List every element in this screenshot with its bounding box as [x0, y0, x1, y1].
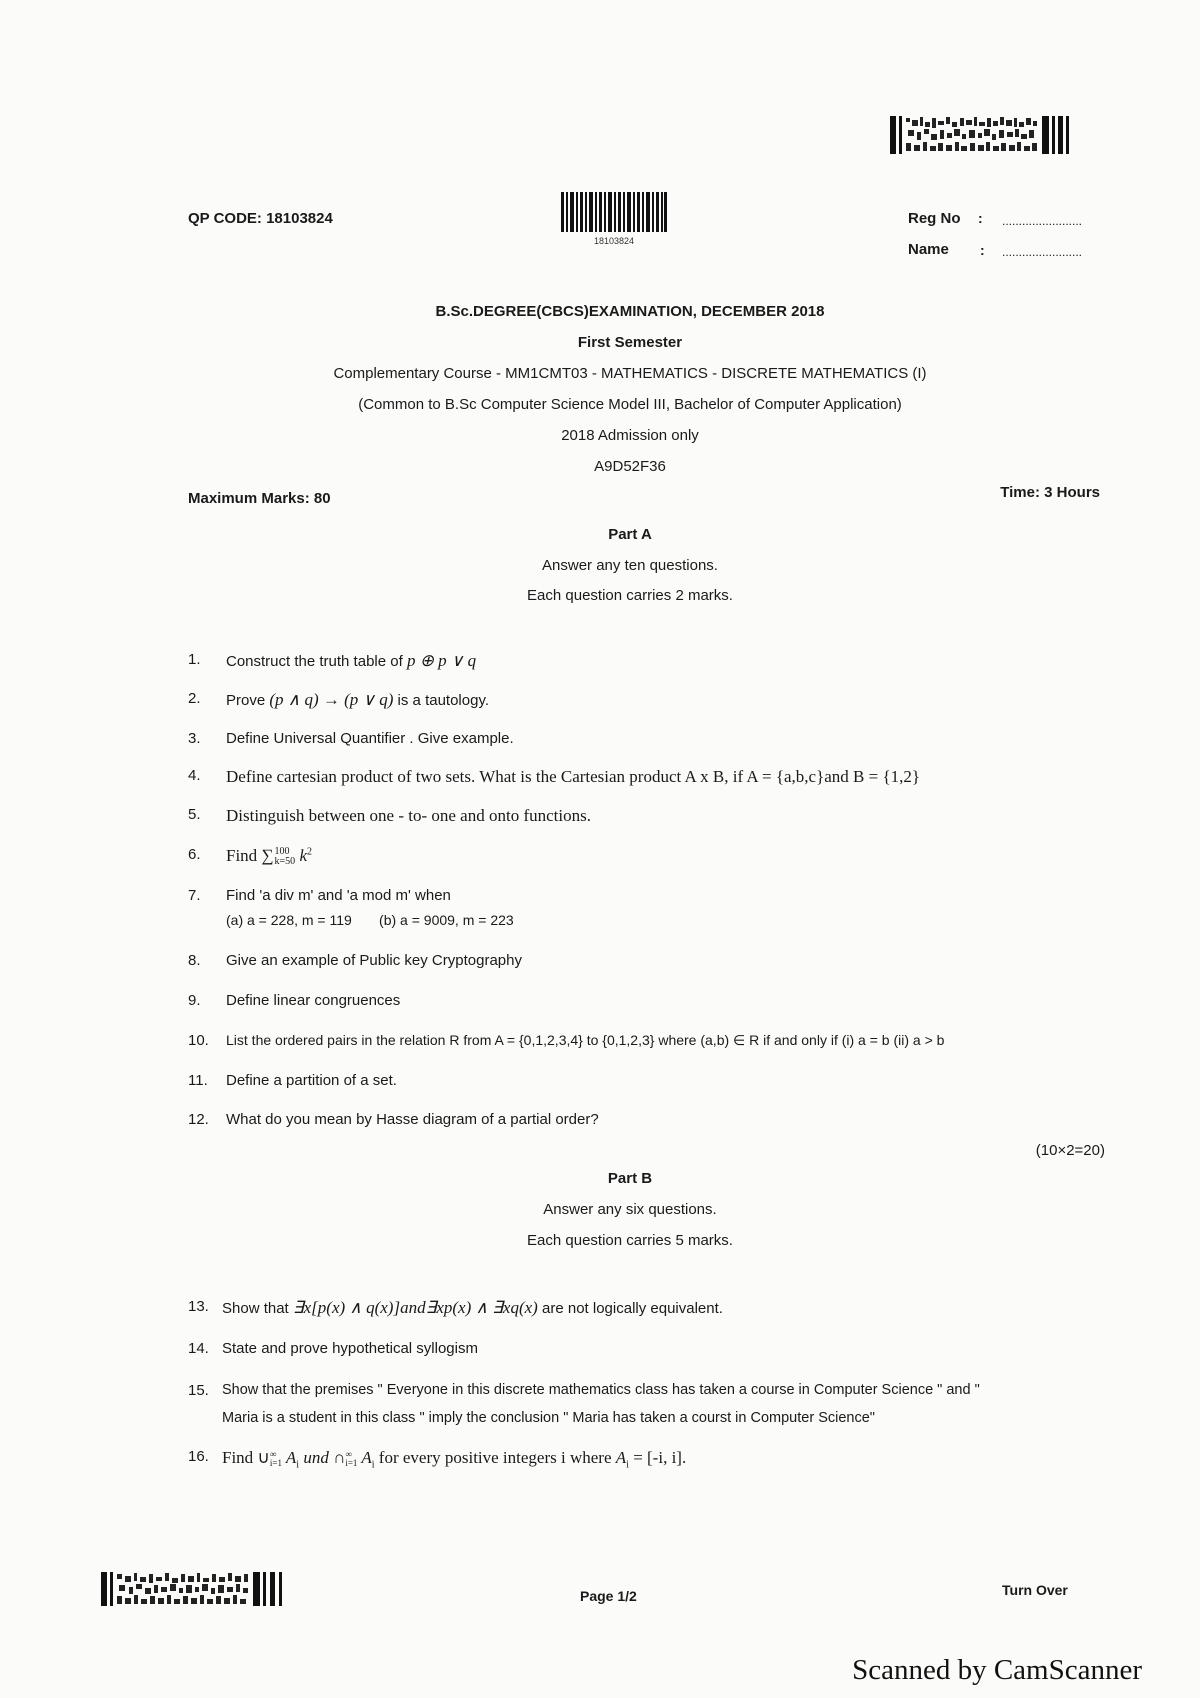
exam-title: B.Sc.DEGREE(CBCS)EXAMINATION, DECEMBER 2018: [435, 303, 825, 320]
part-b-marks-note: Each question carries 5 marks.: [527, 1232, 733, 1249]
exam-page: QP CODE: 18103824 18103824 Reg No : ........................ Name : ........................ B.Sc.DEGREE(CBCS)EXAMINATION, DECEMBER 2018 First Semester Complementary Course - MM1CMT03 - MATHEMATICS - DISCRETE MATHEMATICS (I) (Common to B.Sc Computer Science Model III, Bachelor of Computer Application) 2018 Admission only A9D52F36 Maximum Marks: 80 Time: 3 Hours Part A Answer any ten questions. Each question carries 2 marks. 1. Construct the truth table of p ⊕ p ∨ q 2. Prove (p ∧ q) → (p ∨ q) is a tautology. 3. Define Universal Quantifier . Give example. 4. Define cartesian product of two sets. What is the Cartesian product A x B, if A = {a,b,c}and B = {1,2} 5. Distinguish between one - to- one and onto functions. 6. Find ∑ 100 k=50 $k^2$ 7. Find 'a div m' and 'a mod m' when (a) a = 228, m = 119 (b) a = 9009, m = 223 8. Give an example of Public key Cryptography 9. Define linear congruences 10. List the ordered pairs in the relation R from A = {0,1,2,3,4} to {0,1,2,3} where (a,b) ∈ R if and only if (i) a = b (ii) a > b 11. Define a partition of a set. 12. What do you mean by Hasse diagram of a partial order? (10×2=20) Part B Answer any six questions. Each question carries 5 marks. 13. Show that ∃x[p(x) ∧ q(x)]and∃xp(x) ∧ ∃xq(x) are not logically equivalent. 14. State and prove hypothetical syllogism 15. Show that the premises " Everyone in this discrete mathematics class has taken a course in Computer Science " and " Maria is a student in this class " imply the conclusion " Maria has taken a courst in Computer Science" 16. Find ∪ ∞ i=1 $A_i$ und ∩ ∞ i=1 $A_i$ for every positive integers i where $A_i = [-i$, i]. Page 1/2 Turn Over Scanned by CamScanner: [0, 0, 1200, 1698]
name-colon: :: [980, 242, 985, 258]
qp-code: QP CODE: 18103824: [188, 210, 333, 227]
part-a-instruction: Answer any ten questions.: [542, 557, 718, 574]
admission: 2018 Admission only: [561, 427, 699, 444]
barcode-number: 18103824: [593, 236, 635, 246]
part-b-title: Part B: [607, 1170, 653, 1187]
reg-no-field[interactable]: ........................: [1002, 214, 1083, 228]
time: Time: 3 Hours: [1000, 484, 1100, 501]
page-number: Page 1/2: [580, 1588, 637, 1604]
question-7-parts: (a) a = 228, m = 119 (b) a = 9009, m = 223: [226, 912, 514, 928]
part-a-score: (10×2=20): [1035, 1142, 1105, 1159]
part-b-instruction: Answer any six questions.: [543, 1201, 717, 1218]
camscanner-watermark: Scanned by CamScanner: [852, 1654, 1142, 1686]
max-marks: Maximum Marks: 80: [188, 490, 331, 507]
reg-no-label: Reg No: [908, 210, 961, 227]
part-a-marks-note: Each question carries 2 marks.: [527, 587, 733, 604]
name-label: Name: [908, 241, 949, 258]
course: Complementary Course - MM1CMT03 - MATHEMATICS - DISCRETE MATHEMATICS (I): [333, 365, 927, 382]
reg-no-colon: :: [978, 210, 983, 226]
common-to: (Common to B.Sc Computer Science Model III, Bachelor of Computer Application): [358, 396, 902, 413]
bottom-left-barcode: [101, 1572, 287, 1606]
question-15-line2: Maria is a student in this class " imply the conclusion " Maria has taken a courst in Computer Science": [222, 1410, 875, 1426]
semester: First Semester: [577, 334, 683, 351]
top-right-barcode: [890, 116, 1075, 154]
part-a-title: Part A: [608, 526, 652, 543]
name-field[interactable]: ........................: [1002, 245, 1083, 259]
turn-over: Turn Over: [1002, 1582, 1068, 1598]
qp-barcode: [561, 192, 667, 232]
paper-code: A9D52F36: [594, 458, 666, 475]
